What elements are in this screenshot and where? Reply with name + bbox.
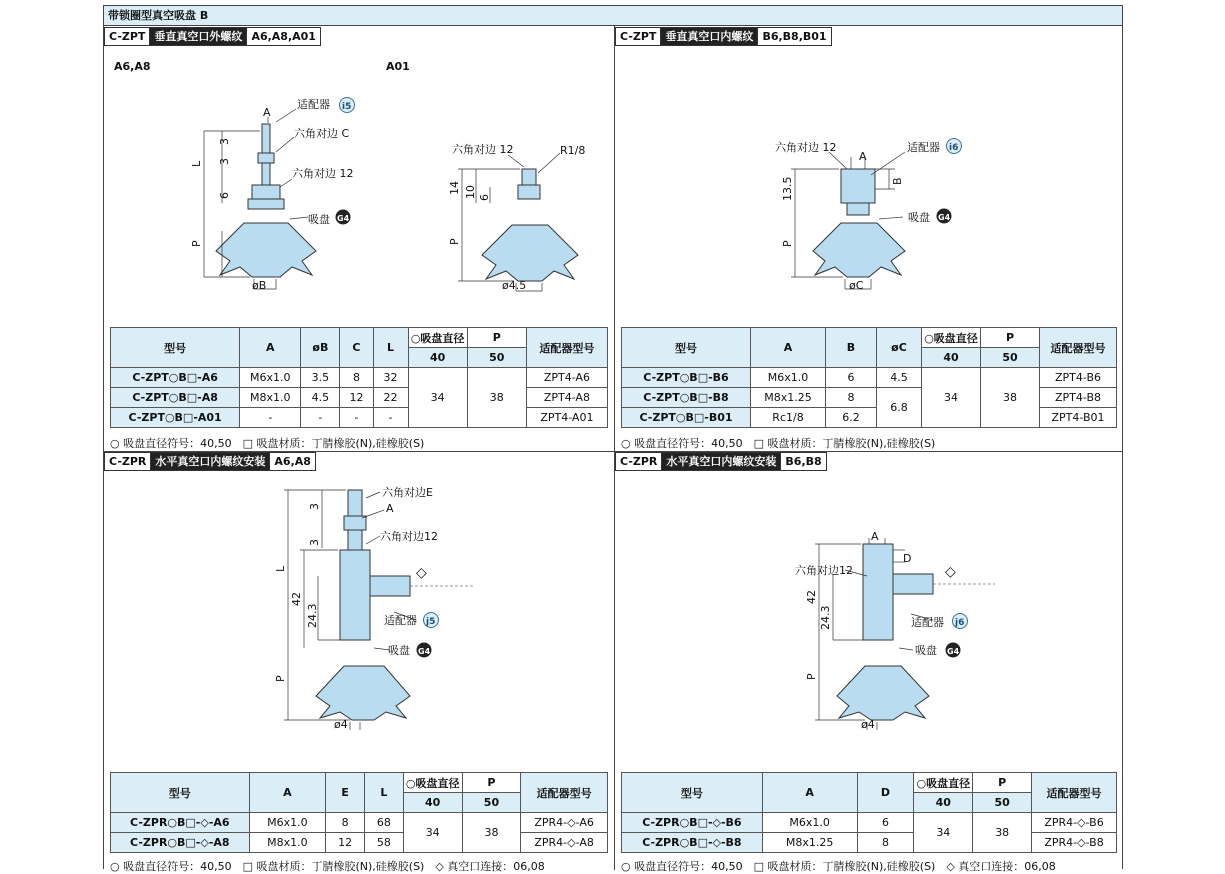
dim-a: A [386, 502, 394, 515]
col-d50: 50 [467, 348, 526, 368]
pad-dia-label: 吸盘直径 [415, 776, 460, 790]
dim-l: L [274, 565, 287, 572]
label-pad: 吸盘 [908, 211, 930, 224]
pad-badge: G4 [947, 647, 960, 656]
col-p: P [462, 773, 521, 793]
dim-p: P [781, 240, 794, 247]
col-d50: 50 [981, 348, 1040, 368]
col-pad-dia [403, 773, 462, 793]
label-pad: 吸盘 [388, 644, 410, 657]
dim-24-3: 24.3 [819, 605, 832, 630]
series-code: C-ZPR [615, 452, 662, 471]
spec-table [621, 327, 1117, 428]
dim-b: B [891, 177, 904, 185]
table-row: C-ZPT○B□-B01 Rc1/8 6.2 ZPT4-B01 [622, 408, 1117, 428]
adapter-badge: i6 [949, 143, 959, 153]
table-row: C-ZPT○B□-B6 M6x1.0 6 4.5 34 38 ZPT4-B6 [622, 368, 1117, 388]
drawing-zpr-a [104, 452, 614, 752]
dim-b: øB [252, 279, 267, 292]
col-d50: 50 [973, 793, 1032, 813]
table-note: ○ 吸盘直径符号：40,50 □ 吸盘材质：丁腈橡胶(N),硅橡胶(S) [621, 437, 936, 450]
col-adapter: 适配器型号 [526, 328, 607, 368]
col-c: øC [877, 328, 922, 368]
quadrant-zpr-b [615, 452, 1123, 873]
dim-3b: 3 [308, 539, 321, 546]
col-model: 型号 [111, 328, 240, 368]
label-adapter: 适配器 [297, 98, 330, 111]
col-d40: 40 [403, 793, 462, 813]
dim-3a: 3 [308, 503, 321, 510]
dim-dia: ø4 [861, 718, 875, 731]
circle-icon: ○ [916, 776, 927, 790]
a01-dim-d: ø4.5 [502, 279, 527, 292]
a01-label-r: R1/8 [560, 144, 586, 157]
drawing-label-a6a8: A6,A8 [114, 60, 151, 73]
adapter-badge: j5 [426, 617, 436, 627]
dim-6: 6 [218, 192, 231, 199]
circle-icon: ○ [924, 331, 934, 345]
dim-p: P [190, 240, 203, 247]
col-adapter: 适配器型号 [1040, 328, 1117, 368]
col-model: 型号 [622, 773, 763, 813]
drawing-a6a8 [104, 27, 614, 327]
quadrant-zpr-a [104, 452, 614, 873]
table-note: ○ 吸盘直径符号：40,50 □ 吸盘材质：丁腈橡胶(N),硅橡胶(S) ◇ 真空口连接：06,08 [110, 860, 545, 873]
col-c: C [340, 328, 373, 368]
col-p: P [981, 328, 1040, 348]
a01-label-hex12: 六角对边 12 [452, 143, 514, 156]
col-pad-dia [922, 328, 981, 348]
label-adapter: 适配器 [384, 614, 417, 627]
col-model: 型号 [111, 773, 250, 813]
col-adapter: 适配器型号 [521, 773, 608, 813]
pad-dia-label: 吸盘直径 [420, 331, 465, 345]
diamond-icon: ◇ [416, 565, 427, 581]
drawing-label-a01: A01 [386, 60, 410, 73]
table-row: C-ZPR○B□-◇-B8 M8x1.25 8 ZPR4-◇-B8 [622, 833, 1117, 853]
dim-p: P [274, 675, 287, 682]
table-row: C-ZPT○B□-A01 - - - - ZPT4-A01 [111, 408, 608, 428]
table-row: C-ZPT○B□-A8 M8x1.0 4.5 12 22 ZPT4-A8 [111, 388, 608, 408]
col-pad-dia [914, 773, 973, 793]
col-model: 型号 [622, 328, 751, 368]
dim-13-5: 13.5 [781, 176, 794, 201]
series-models: B6,B8,B01 [758, 27, 831, 46]
col-d: D [857, 773, 914, 813]
dim-a: A [859, 150, 867, 163]
catalog-page [103, 5, 1123, 873]
col-a: A [762, 773, 857, 813]
dim-a: A [263, 106, 271, 119]
pad-dia-label: 吸盘直径 [926, 776, 971, 790]
col-pad-dia [408, 328, 467, 348]
spec-table [621, 772, 1117, 853]
dim-42: 42 [290, 592, 303, 606]
quadrant-zpt-b [615, 27, 1123, 451]
dim-p: P [805, 673, 818, 680]
col-e: E [326, 773, 365, 813]
table-note: ○ 吸盘直径符号：40,50 □ 吸盘材质：丁腈橡胶(N),硅橡胶(S) ◇ 真空口连接：06,08 [621, 860, 1056, 873]
label-hex-c: 六角对边 C [294, 127, 350, 140]
table-row: C-ZPR○B□-◇-B6 M6x1.0 6 34 38 ZPR4-◇-B6 [622, 813, 1117, 833]
series-models: A6,A8 [270, 452, 316, 471]
a01-dim-p: P [448, 238, 461, 245]
label-hex12: 六角对边12 [380, 530, 438, 543]
dim-3b: 3 [218, 158, 231, 165]
a01-dim-10: 10 [464, 185, 477, 199]
col-d40: 40 [408, 348, 467, 368]
label-adapter: 适配器 [911, 616, 944, 629]
col-a: A [240, 328, 301, 368]
drawing-zpr-b [615, 452, 1123, 752]
diamond-icon: ◇ [945, 564, 956, 580]
a01-dim-14: 14 [448, 181, 461, 195]
series-models: A6,A8,A01 [247, 27, 321, 46]
series-desc: 水平真空口内螺纹安装 [151, 452, 270, 471]
col-d50: 50 [462, 793, 521, 813]
table-row: C-ZPR○B□-◇-A6 M6x1.0 8 68 34 38 ZPR4-◇-A6 [111, 813, 608, 833]
dim-24-3: 24.3 [306, 603, 319, 628]
series-desc: 垂直真空口内螺纹 [661, 27, 758, 46]
dim-42: 42 [805, 590, 818, 604]
col-adapter: 适配器型号 [1032, 773, 1117, 813]
pad-badge: G4 [418, 647, 431, 656]
a01-dim-6: 6 [478, 194, 491, 201]
table-row: C-ZPT○B□-A6 M6x1.0 3.5 8 32 34 38 ZPT4-A6 [111, 368, 608, 388]
spec-table [110, 772, 608, 853]
circle-icon: ○ [405, 776, 416, 790]
dim-d: ø4 [334, 718, 348, 731]
dim-a: A [871, 530, 879, 543]
pad-badge: G4 [938, 213, 951, 222]
quadrant-zpt-a [104, 27, 614, 451]
series-models: B6,B8 [781, 452, 826, 471]
series-desc: 垂直真空口外螺纹 [150, 27, 247, 46]
dim-l: L [190, 160, 203, 167]
table-note: ○ 吸盘直径符号：40,50 □ 吸盘材质：丁腈橡胶(N),硅橡胶(S) [110, 437, 425, 450]
col-d40: 40 [922, 348, 981, 368]
label-hex12: 六角对边 12 [775, 141, 837, 154]
adapter-badge: j6 [955, 618, 965, 628]
dim-d: D [903, 552, 912, 565]
series-code: C-ZPR [104, 452, 151, 471]
series-code: C-ZPT [615, 27, 661, 46]
label-adapter: 适配器 [907, 141, 940, 154]
col-d40: 40 [914, 793, 973, 813]
col-p: P [467, 328, 526, 348]
col-p: P [973, 773, 1032, 793]
col-a: A [249, 773, 326, 813]
dim-3a: 3 [218, 138, 231, 145]
col-a: A [751, 328, 826, 368]
label-pad: 吸盘 [308, 213, 330, 226]
pad-badge: G4 [337, 214, 350, 223]
label-pad: 吸盘 [915, 644, 937, 657]
label-hex-e: 六角对边E [382, 486, 433, 499]
col-l: L [373, 328, 408, 368]
page-title: 带锁圈型真空吸盘 B [104, 6, 1122, 26]
label-hex12: 六角对边12 [795, 564, 853, 577]
col-l: L [364, 773, 403, 813]
spec-table [110, 327, 608, 428]
adapter-badge: i5 [342, 102, 352, 112]
table-row: C-ZPR○B□-◇-A8 M8x1.0 12 58 ZPR4-◇-A8 [111, 833, 608, 853]
drawing-b [615, 27, 1123, 327]
dim-c: øC [849, 279, 864, 292]
series-desc: 水平真空口内螺纹安装 [662, 452, 781, 471]
series-code: C-ZPT [104, 27, 150, 46]
col-b: øB [301, 328, 340, 368]
table-row: C-ZPT○B□-B8 M8x1.25 8 6.8 ZPT4-B8 [622, 388, 1117, 408]
label-hex-12: 六角对边 12 [292, 167, 354, 180]
pad-dia-label: 吸盘直径 [933, 331, 978, 345]
circle-icon: ○ [410, 331, 421, 345]
col-b: B [826, 328, 877, 368]
